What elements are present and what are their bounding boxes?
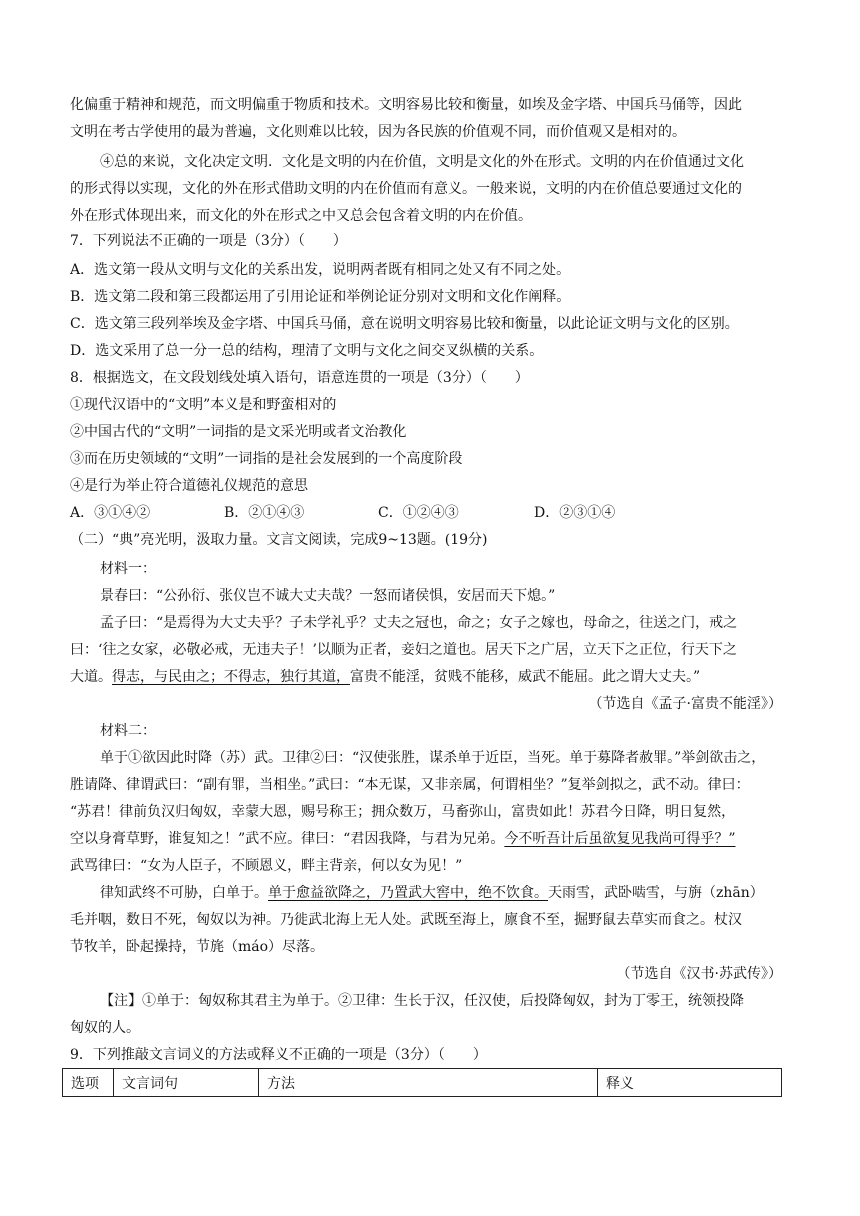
note-line: 匈奴的人。 [70,1020,140,1036]
material-1-line: 景春曰：“公孙衍、张仪岂不诚大丈夫哉？一怒而诸侯惧，安居而天下熄。” [100,588,556,604]
section-2-heading: （二）“典”亮光明，汲取力量。文言文阅读，完成9~13题。(19分) [70,532,488,548]
q8-sentence-3: ③而在历史领域的“文明”一词指的是社会发展到的一个高度阶段 [70,451,463,467]
underlined-sentence: 得志，与民由之；不得志，独行其道， [112,669,350,685]
material-2-line: 毛并咽，数日不死，匈奴以为神。乃徙武北海上无人处。武既至海上，廪食不至，掘野鼠去草实而食之。杖汉 [70,912,742,928]
material-1-line: 曰：‘往之女家，必敬必戒，无违夫子！’以顺为正者，妾妇之道也。居天下之广居，立天下之正位，行天下之 [70,642,737,658]
q8-option-a: A．③①④② [70,505,151,521]
para4-line: ④总的来说，文化决定文明．文化是文明的内在价值，文明是文化的外在形式。文明的内在价值通过文化 [100,154,744,170]
material-1-line: 大道。得志，与民由之；不得志，独行其道，富贵不能淫，贫贱不能移，威武不能屈。此之谓大丈夫。” [70,669,701,685]
table-header-cell: 文言词句 [114,1069,259,1097]
material-2-line: 单于①欲因此时降（苏）武。卫律②曰：“汉使张胜，谋杀单于近臣，当死。单于募降者赦罪。”举剑欲击之， [100,750,766,766]
material-2-label: 材料二： [100,723,156,739]
para3-line: 化偏重于精神和规范，而文明偏重于物质和技术。文明容易比较和衡量，如埃及金字塔、中国兵马俑等，因此 [70,97,742,113]
underlined-sentence: 单于愈益欲降之，乃置武大窖中，绝不饮食。 [268,885,548,901]
material-2-line: 胜请降、律谓武曰：“副有罪，当相坐。”武曰：“本无谋，又非亲属，何谓相坐？”复举剑拟之，武不动。律曰： [70,777,750,793]
table-header-cell: 方法 [259,1069,598,1097]
q8-sentence-4: ④是行为举止符合道德礼仪规范的意思 [70,478,308,494]
q7-option-b: B．选文第二段和第三段都运用了引用论证和举例论证分别对文明和文化作阐释。 [70,289,571,305]
question-7: 7．下列说法不正确的一项是（3分）（ ） [70,233,347,249]
q7-option-d: D．选文采用了总一分一总的结构，理清了文明与文化之间交叉纵横的关系。 [70,343,544,359]
q7-option-c: C．选文第三段列举埃及金字塔、中国兵马俑，意在说明文明容易比较和衡量，以此论证文明与文化的区别。 [70,316,739,332]
table-header-row [63,1069,782,1097]
q9-table [62,1068,782,1097]
q8-sentence-1: ①现代汉语中的“文明”本义是和野蛮相对的 [70,397,337,413]
q8-option-d: D．②③①④ [534,505,616,521]
table-header-cell: 选项 [63,1069,114,1097]
question-9: 9．下列推敲文言词义的方法或释义不正确的一项是（3分）（ ） [70,1047,487,1063]
para4-line: 的形式得以实现，文化的外在形式借助文明的内在价值而有意义。一般来说，文明的内在价值总要通过文化的 [70,181,742,197]
material-2-source: （节选自《汉书·苏武传》） [616,966,782,982]
material-2-line: 律知武终不可胁，白单于。单于愈益欲降之，乃置武大窖中，绝不饮食。天雨雪，武卧啮雪，与旃（zhān） [100,885,764,901]
material-2-line: 武骂律曰：“女为人臣子，不顾恩义，畔主背亲，何以女为见！” [70,858,463,874]
material-2-line: “苏君！律前负汉归匈奴，幸蒙大恩，赐号称王；拥众数万，马畜弥山，富贵如此！苏君今日降，明日复然， [70,804,736,820]
material-1-line: 孟子曰：“是焉得为大丈夫乎？子未学礼乎？丈夫之冠也，命之；女子之嫁也，母命之，往送之门，戒之 [100,615,738,631]
q7-option-a: A．选文第一段从文明与文化的关系出发，说明两者既有相同之处又有不同之处。 [70,262,571,278]
note-line: 【注】①单于：匈奴称其君主为单于。②卫律：生长于汉，任汉使，后投降匈奴，封为丁零王，统领投降 [100,993,744,1009]
question-8: 8．根据选文，在文段划线处填入语句，语意连贯的一项是（3分）（ ） [70,370,529,386]
material-1-label: 材料一： [100,561,156,577]
material-2-line: 空以身膏草野，谁复知之！”武不应。律曰：“君因我降，与君为兄弟。今不听吾计后虽欲复见我尚可得乎？” [70,831,736,847]
para3-line: 文明在考古学使用的最为普遍，文化则难以比较，因为各民族的价值观不同，而价值观又是相对的。 [70,124,686,140]
para4-line: 外在形式体现出来，而文化的外在形式之中又总会包含着文明的内在价值。 [70,208,532,224]
table-header-cell: 释义 [598,1069,782,1097]
underlined-sentence: 今不听吾计后虽欲复见我尚可得乎？” [504,831,736,847]
q8-sentence-2: ②中国古代的“文明”一词指的是文采光明或者文治教化 [70,424,407,440]
material-1-source: （节选自《孟子·富贵不能淫》） [588,696,782,712]
material-2-line: 节牧羊，卧起操持，节旄（máo）尽落。 [70,939,325,955]
q8-option-c: C．①②④③ [378,505,459,521]
q8-option-b: B．②①④③ [224,505,305,521]
